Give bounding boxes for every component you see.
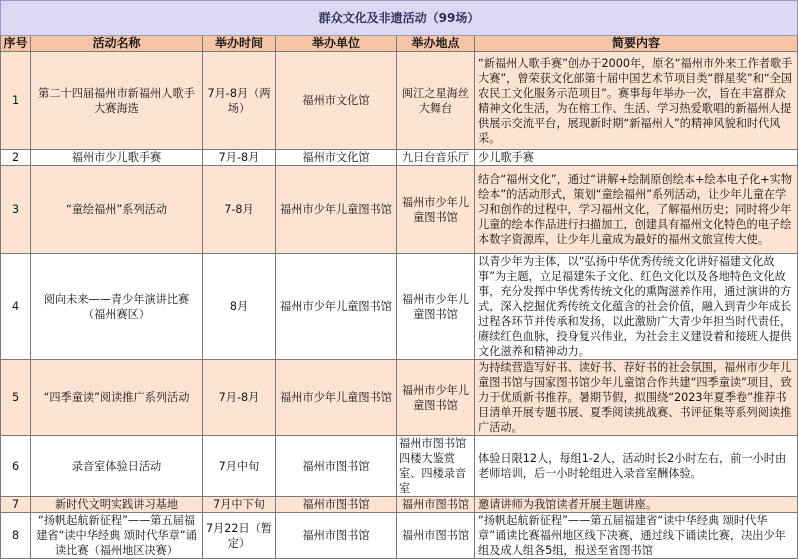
row-org: 福州市图书馆	[276, 497, 397, 513]
table-row	[1, 513, 798, 559]
row-no: 8	[1, 513, 31, 559]
row-place: 福州市图书馆四楼大鉴赏室、四楼录音室	[397, 436, 475, 497]
row-place: 福州市图书馆	[397, 497, 475, 513]
row-place: 福州市少年儿童图书馆	[397, 166, 475, 254]
table-row	[1, 360, 798, 436]
header-time: 举办时间	[203, 36, 276, 52]
row-place: 闽江之星海丝大舞台	[397, 52, 475, 150]
row-desc: 为持续营造写好书、读好书、荐好书的社会氛围，福州市少年儿童图书馆与国家图书馆少年儿童馆合作共建“四季童读”项目，致力于优质新书推荐。暑期节假，拟围绕“2023年夏季卷”推荐书目清单开展专题书展、夏季阅读挑战赛、书评征集等系列阅读推广活动。	[475, 360, 798, 436]
row-no: 6	[1, 436, 31, 497]
row-desc: “新福州人歌手赛”创办于2000年，原名“福州市外来工作者歌手大赛”，曾荣获文化部第十届中国艺术节项目类“群星奖”和“全国农民工文化服务示范项目”。赛事每年举办一次，旨在丰富群众精神文化生活，为在榕工作、生活、学习热爱歌唱的新福州人提供展示交流平台，展现新时期“新福州人”的精神风貌和时代风采。	[475, 52, 798, 150]
row-place: 福州市少年儿童图书馆	[397, 254, 475, 360]
row-time: 7月中下旬	[203, 497, 276, 513]
row-no: 5	[1, 360, 31, 436]
header-desc: 简要内容	[475, 36, 798, 52]
header-row	[1, 36, 798, 52]
table-title: 群众文化及非遗活动（99场）	[1, 1, 798, 36]
row-desc: 体验日限12人，每组1-2人，活动时长2小时左右，前一小时由老师培训，后一小时轮组进入录音室酬体验。	[475, 436, 798, 497]
row-no: 1	[1, 52, 31, 150]
table-title-row	[1, 1, 798, 36]
row-org: 福州市图书馆	[276, 436, 397, 497]
row-place: 福州市少年儿童图书馆	[397, 360, 475, 436]
header-no: 序号	[1, 36, 31, 52]
row-no: 4	[1, 254, 31, 360]
row-name: “扬帆起航新征程”——第五届福建省“读中华经典 颂时代华章”诵读比赛（福州地区决赛）	[31, 513, 203, 559]
row-name: 第二十四届福州市新福州人歌手大赛海选	[31, 52, 203, 150]
row-org: 福州市少年儿童图书馆	[276, 166, 397, 254]
row-name: 新时代文明实践讲习基地	[31, 497, 203, 513]
header-place: 举办地点	[397, 36, 475, 52]
row-org: 福州市文化馆	[276, 52, 397, 150]
table-row	[1, 436, 798, 497]
row-time: 7-8月	[203, 166, 276, 254]
row-desc: 邀请讲师为我馆读者开展主题讲座。	[475, 497, 798, 513]
row-name: 阅向未来——青少年演讲比赛（福州赛区）	[31, 254, 203, 360]
row-name: “童绘福州”系列活动	[31, 166, 203, 254]
row-org: 福州市少年儿童图书馆	[276, 360, 397, 436]
row-name: “四季童读”阅读推广系列活动	[31, 360, 203, 436]
table-row	[1, 52, 798, 150]
row-desc: “扬帆起航新征程”——第五届福建省“读中华经典 颂时代华章”诵读比赛福州地区线下决赛，通过线下诵读比赛，决出少年组及成人组各5组，报送至省图书馆	[475, 513, 798, 559]
row-no: 7	[1, 497, 31, 513]
header-name: 活动名称	[31, 36, 203, 52]
table-row	[1, 166, 798, 254]
table-row	[1, 150, 798, 166]
row-org: 福州市少年儿童图书馆	[276, 254, 397, 360]
row-desc: 结合“福州文化”，通过“讲解+绘制原创绘本+绘本电子化+实物绘本”的活动形式，策划“童绘福州”系列活动，让少年儿童在学习和创作的过程中，学习福州文化，了解福州历史；同时将少年儿童的绘本作品进行扫描加工，创建具有福州文化特色的电子绘本数字资源库，让少年儿童成为最好的福州文旅宣传大使。	[475, 166, 798, 254]
row-time: 7月-8月（两场）	[203, 52, 276, 150]
row-org: 福州市文化馆	[276, 150, 397, 166]
row-desc: 少儿歌手赛	[475, 150, 798, 166]
row-time: 8月	[203, 254, 276, 360]
row-no: 2	[1, 150, 31, 166]
row-place: 福州市图书馆	[397, 513, 475, 559]
row-desc: 以青少年为主体，以“弘扬中华优秀传统文化讲好福建文化故事”为主题，立足福建朱子文化、红色文化以及各地特色文化故事，充分发挥中华优秀传统文化的熏陶滋养作用，通过演讲的方式，深入挖掘优秀传统文化蕴含的社会价值，融入到青少年成长过程各环节并传承和发扬，以此激励广大青少年担当时代责任，赓续红色血脉，投身复兴伟业，为社会主义建设着和接班人提供文化滋养和精神动力。	[475, 254, 798, 360]
row-org: 福州市图书馆	[276, 513, 397, 559]
row-name: 录音室体验日活动	[31, 436, 203, 497]
row-no: 3	[1, 166, 31, 254]
row-time: 7月-8月	[203, 150, 276, 166]
row-time: 7月22日（暂定）	[203, 513, 276, 559]
row-time: 7月中旬	[203, 436, 276, 497]
header-org: 举办单位	[276, 36, 397, 52]
row-time: 7月-8月	[203, 360, 276, 436]
row-name: 福州市少儿歌手赛	[31, 150, 203, 166]
table-row	[1, 254, 798, 360]
table-row	[1, 497, 798, 513]
row-place: 九日台音乐厅	[397, 150, 475, 166]
